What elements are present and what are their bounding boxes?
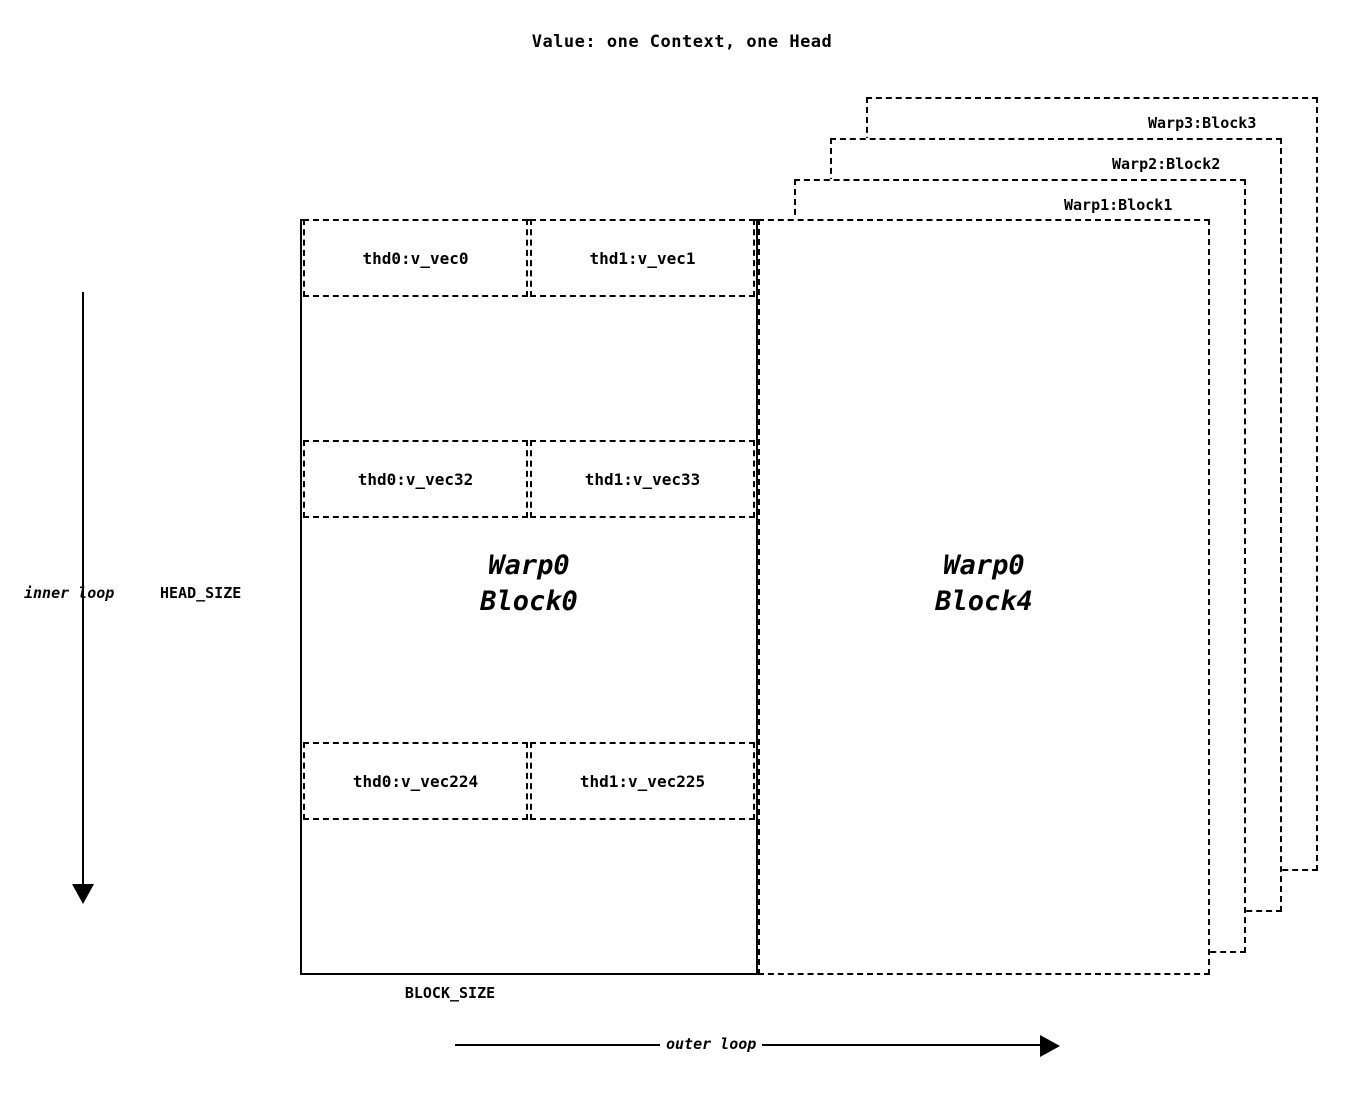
vector-row-1 <box>302 440 756 518</box>
stack-label-warp3-block3: Warp3:Block3 <box>1148 114 1257 132</box>
outer-loop-arrow-head-icon <box>1040 1035 1060 1057</box>
vector-cell: thd1:v_vec1 <box>530 219 755 297</box>
vector-cell: thd0:v_vec224 <box>303 742 528 820</box>
inner-loop-label: inner loop <box>24 584 115 602</box>
vector-row-0 <box>302 219 756 297</box>
block0-block-label: Block0 <box>480 586 578 618</box>
vector-cell: thd0:v_vec32 <box>303 440 528 518</box>
vector-row-2 <box>302 742 756 820</box>
outer-loop-label: outer loop <box>660 1035 762 1053</box>
stack-label-warp2-block2: Warp2:Block2 <box>1112 155 1221 173</box>
block4-block-label: Block4 <box>935 586 1033 618</box>
stack-label-warp1-block1: Warp1:Block1 <box>1064 196 1173 214</box>
block-size-label: BLOCK_SIZE <box>404 984 496 1002</box>
vector-cell: thd0:v_vec0 <box>303 219 528 297</box>
vector-cell: thd1:v_vec33 <box>530 440 755 518</box>
inner-loop-arrow-head-icon <box>72 884 94 904</box>
block0-warp-label: Warp0 <box>488 550 570 581</box>
block0-label <box>300 548 758 621</box>
block4-label <box>758 548 1210 621</box>
head-size-label: HEAD_SIZE <box>160 584 242 602</box>
block4-warp-label: Warp0 <box>943 550 1025 581</box>
vector-cell: thd1:v_vec225 <box>530 742 755 820</box>
page-title: Value: one Context, one Head <box>531 32 833 52</box>
